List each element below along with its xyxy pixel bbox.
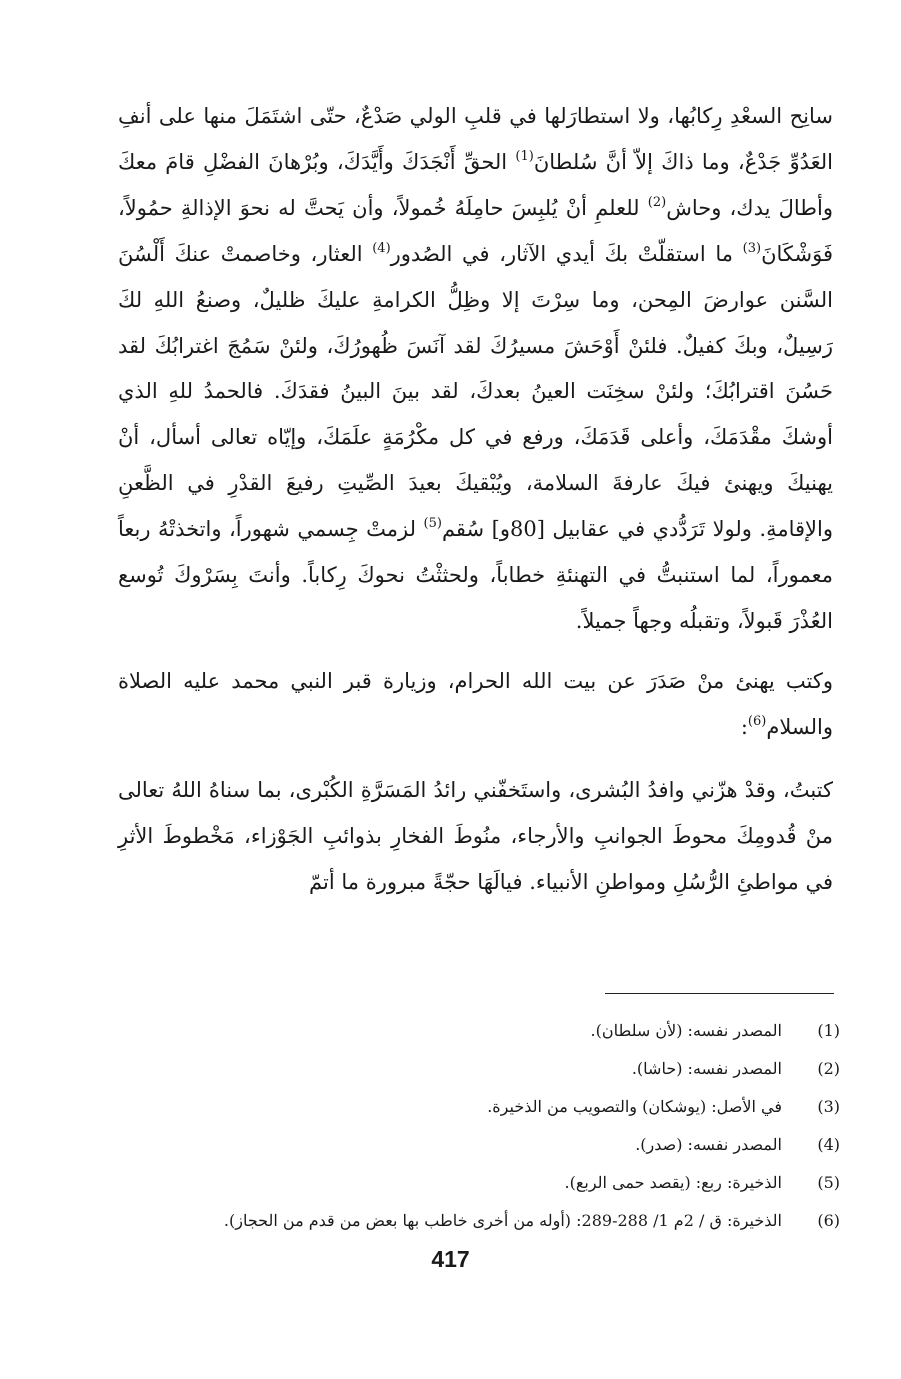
footnote-number: (2) xyxy=(817,1059,840,1078)
text-run: ما استقلّتْ بكَ أيدي الآثار، في الصُدور xyxy=(390,241,743,266)
paragraph-heading xyxy=(118,659,833,751)
main-text xyxy=(118,94,833,905)
footnote-number: (1) xyxy=(817,1021,840,1040)
footnote-number: (3) xyxy=(817,1097,840,1116)
footnote-text: المصدر نفسه: (حاشا). xyxy=(631,1059,782,1078)
paragraph-letter xyxy=(118,94,833,645)
footnote-item xyxy=(60,1202,840,1240)
footnote-text: الذخيرة: ق / 2م 1/ 288-289: (أوله من أخرى خاطب بها بعض من قدم من الحجاز). xyxy=(223,1211,782,1230)
footnote-ref-6: (6) xyxy=(747,713,767,729)
footnote-text: الذخيرة: ربع: (يقصد حمى الربع). xyxy=(564,1173,782,1192)
footnote-ref-4: (4) xyxy=(372,240,391,256)
footnote-item xyxy=(60,1050,840,1088)
paragraph-letter-2 xyxy=(118,768,833,906)
footnote-ref-5: (5) xyxy=(423,516,442,532)
text-run: العثار، وخاصمتْ عنكَ أَلْسُنَ السَّنن عوارضَ المِحن، وما سِرْتَ إلا وظِلُّ الكرامةِ عليكَ ظليلٌ، وصنعُ اللهِ لكَ رَسِيلٌ، وبكَ كفيلٌ. فلئنْ أَوْحَشَ مسيرُكَ لقد آنَسَ ظُهورُكَ، ولئنْ سَمُجَ اغترابُكَ لقد حَسُنَ اقترابُكَ؛ ولئنْ سخِنَت العينُ بعدكَ، لقد بينَ البينُ فقدَكَ. فالحمدُ للهِ الذي أوشكَ مقْدَمَكَ، وأعلى قَدَمَكَ، ورفع في كل مكْرُمَةٍ علَمَكَ، وإيّاه تعالى أسأل، أنْ يهنيكَ ويهنئ فيكَ عارفةَ السلامة، ويُبْقيكَ بعيدَ الصِّيتِ رفيعَ القدْرِ في الظَّعنِ والإقامةِ. ولولا تَرَدُّدي في عقابيل [80و] سُقم xyxy=(118,241,833,542)
footnote-separator xyxy=(605,993,834,994)
footnote-text: في الأصل: (يوشكان) والتصويب من الذخيرة. xyxy=(487,1097,782,1116)
text-run: الحقِّ أَنْجَدَكَ وأَيَّدَكَ، وبُرْهانَ الفضْلِ قامَ معكَ وأطالَ يدك، وحاش xyxy=(118,149,833,220)
footnote-ref-3: (3) xyxy=(742,240,762,256)
text-run: كتبتُ، وقدْ هزّني وافدُ البُشرى، واستَخفّني رائدُ المَسَرَّةِ الكُبْرى، بما سناهُ اللهُ تعالى منْ قُدومِكَ محوطَ الجوانبِ والأرجاء، منُوطَ الفخارِ بذوائبِ الجَوْزاء، مَخْطوطَ الأثرِ في مواطئِ الرُّسُلِ ومواطنِ الأنبياء. فيالَهَا حجّةً مبرورة ما أتمّ xyxy=(118,777,833,894)
text-run: لزمتْ جِسمي شهوراً، واتخذتْهُ ربعاً معموراً، لما استنبتُّ في التهنئةِ خطاباً، ولحثثْتُ نحوكَ رِكاباً. وأنتَ بِسَرْوكَ تُوسع العُذْرَ قَبولاً، وتقبلُه وجهاً جميلاً. xyxy=(118,517,833,633)
footnote-ref-1: (1) xyxy=(515,148,534,164)
footnote-text: المصدر نفسه: (لأن سلطان). xyxy=(590,1021,782,1040)
footnote-item xyxy=(60,1088,840,1126)
text-run: : xyxy=(740,714,748,739)
text-run: سانِح السعْدِ رِكابُها، ولا استطارَلها في قلبِ الولي صَدْعٌ، حتّى اشتَمَلَ منها على أنفِ العَدُوِّ جَدْعٌ، وما ذاكَ إلاّ أنَّ سُلطانَ xyxy=(118,104,834,174)
footnote-number: (5) xyxy=(817,1173,840,1192)
text-run: وكتب يهنئ منْ صَدَرَ عن بيت الله الحرام، وزيارة قبر النبي محمد عليه الصلاة والسلام xyxy=(118,668,833,739)
text-run: للعلمِ أنْ يُلبِسَ حامِلَهُ خُمولاً، وأن يَحتَّ له نحوَ الإذالةِ حمُولاً، فَوَشْكَانَ xyxy=(118,195,833,266)
footnote-number: (6) xyxy=(817,1211,840,1230)
footnotes xyxy=(60,1012,840,1240)
footnote-item xyxy=(60,1012,840,1050)
page-number: 417 xyxy=(431,1246,470,1272)
footnote-text: المصدر نفسه: (صدر). xyxy=(635,1135,782,1154)
footnote-item xyxy=(60,1164,840,1202)
footnote-number: (4) xyxy=(817,1135,840,1154)
footnote-item xyxy=(60,1126,840,1164)
footnote-ref-2: (2) xyxy=(647,194,667,210)
